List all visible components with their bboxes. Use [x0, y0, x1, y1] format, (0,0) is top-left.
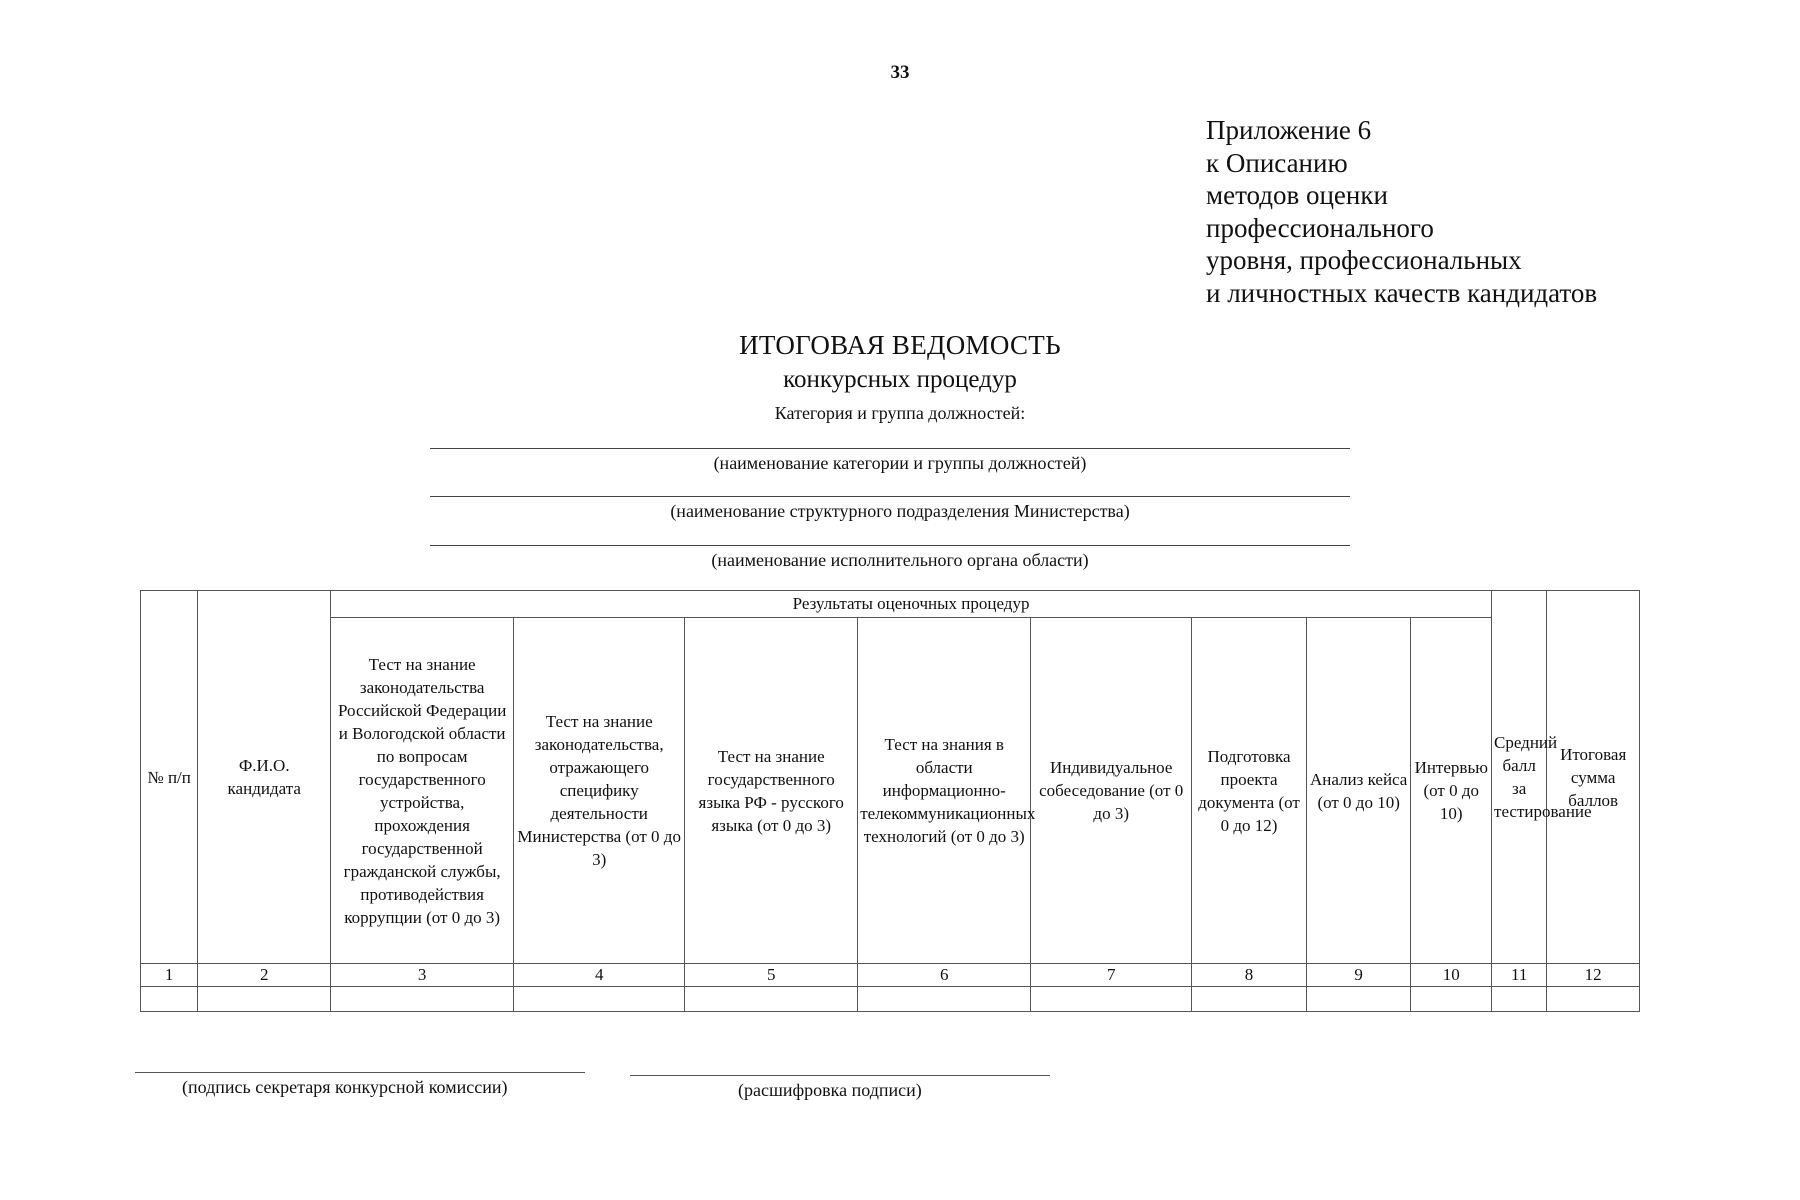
- column-number: 11: [1492, 964, 1547, 987]
- column-header: Тест на знание законодательства Российской Федерации и Вологодской области по вопросам государственного устройства, прохождения государственной гражданской службы, противодействия коррупции (от 0 до 3): [331, 618, 514, 964]
- appendix-line: уровня, профессиональных: [1206, 245, 1522, 275]
- column-number: 9: [1306, 964, 1411, 987]
- document-title: ИТОГОВАЯ ВЕДОМОСТЬ: [739, 330, 1061, 360]
- column-number: 6: [858, 964, 1031, 987]
- column-number: 1: [141, 964, 198, 987]
- column-header: Тест на знание государственного языка РФ - русского языка (от 0 до 3): [685, 618, 858, 964]
- table-cell: [141, 987, 198, 1012]
- appendix-line: и личностных качеств кандидатов: [1206, 277, 1598, 308]
- page-number: 33: [890, 62, 910, 83]
- appendix-line: профессионального: [1206, 212, 1434, 243]
- header-row: [141, 591, 1640, 618]
- table-cell: [198, 987, 331, 1012]
- agency-fill-line: [430, 545, 1350, 546]
- category-fill-line: [430, 448, 1350, 449]
- column-number: 8: [1192, 964, 1307, 987]
- column-header: Анализ кейса (от 0 до 10): [1306, 618, 1411, 964]
- category-caption: (наименование категории и группы должностей): [713, 453, 1087, 473]
- appendix-line: методов оценки: [1206, 180, 1388, 210]
- column-header: Ф.И.О. кандидата: [198, 591, 331, 964]
- column-header: Средний балл за тестирование: [1492, 591, 1547, 964]
- column-header: Индивидуальное собеседование (от 0 до 3): [1031, 618, 1192, 964]
- column-header: Тест на знания в области информационно-телекоммуникационных технологий (от 0 до 3): [858, 618, 1031, 964]
- column-header: Итоговая сумма баллов: [1547, 591, 1640, 964]
- table-cell: [1492, 987, 1547, 1012]
- column-number: 2: [198, 964, 331, 987]
- column-number: 3: [331, 964, 514, 987]
- column-number: 4: [514, 964, 685, 987]
- column-number-row: [141, 964, 1640, 987]
- table-row: [141, 987, 1640, 1012]
- table-cell: [685, 987, 858, 1012]
- column-number: 12: [1547, 964, 1640, 987]
- department-fill-line: [430, 496, 1350, 497]
- appendix-reference: [1206, 114, 1597, 309]
- table-cell: [1192, 987, 1307, 1012]
- table-cell: [331, 987, 514, 1012]
- table-cell: [858, 987, 1031, 1012]
- table-cell: [1031, 987, 1192, 1012]
- document-subtitle: конкурсных процедур: [783, 366, 1017, 393]
- column-number: 7: [1031, 964, 1192, 987]
- appendix-line: Приложение 6: [1206, 115, 1372, 145]
- department-caption: (наименование структурного подразделения Министерства): [670, 501, 1130, 521]
- column-header: Тест на знание законодательства, отражающего специфику деятельности Министерства (от 0 до 3): [514, 618, 685, 964]
- table-cell: [514, 987, 685, 1012]
- column-number: 10: [1411, 964, 1492, 987]
- category-label: Категория и группа должностей:: [774, 403, 1026, 423]
- column-header: Интервью (от 0 до 10): [1411, 618, 1492, 964]
- decode-signature-caption: (расшифровка подписи): [738, 1080, 922, 1100]
- column-header: Подготовка проекта документа (от 0 до 12): [1192, 618, 1307, 964]
- table-cell: [1411, 987, 1492, 1012]
- secretary-signature-caption: (подпись секретаря конкурсной комиссии): [182, 1077, 508, 1097]
- table-cell: [1306, 987, 1411, 1012]
- appendix-line: к Описанию: [1206, 147, 1348, 178]
- column-number: 5: [685, 964, 858, 987]
- results-table: [140, 590, 1640, 1012]
- column-header: № п/п: [141, 591, 198, 964]
- secretary-signature-line: [135, 1072, 585, 1073]
- table-cell: [1547, 987, 1640, 1012]
- agency-caption: (наименование исполнительного органа области): [711, 550, 1089, 570]
- decode-signature-line: [630, 1075, 1050, 1076]
- header-row: [141, 618, 1640, 964]
- group-header: Результаты оценочных процедур: [331, 591, 1492, 618]
